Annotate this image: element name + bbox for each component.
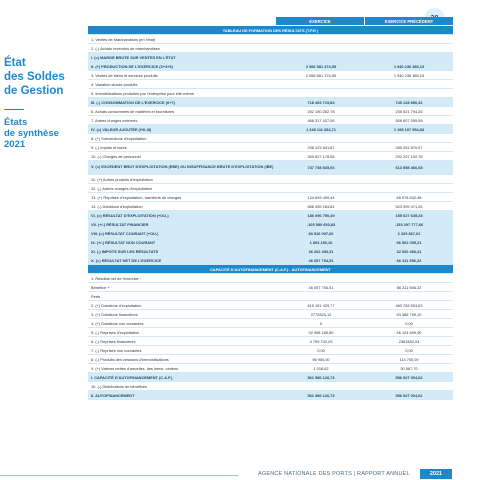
- row-label: 2. (-) Achats revendus de marchandises: [91, 45, 160, 51]
- table-row: [88, 292, 453, 301]
- table-section-header: [88, 26, 453, 35]
- table-row: [88, 202, 453, 211]
- value-exercice-precedent: 30 567,70: [400, 365, 418, 371]
- value-exercice: 619 151 429,77: [307, 302, 335, 308]
- table-row: [88, 247, 453, 256]
- table-row: [88, 184, 453, 193]
- row-label: X. (=) RÉSULTAT NET DE L'EXERCICE: [91, 257, 162, 263]
- row-label: VII. (+/-) RÉSULTAT FINANCIER: [91, 221, 149, 227]
- table-row: [88, 346, 453, 355]
- row-label: 9. (+) Valeurs nettes d'amortiss. des imms. cédées: [91, 365, 179, 371]
- column-header-exercice-precedent: EXERCICE PRÉCÉDENT: [365, 17, 453, 25]
- footer-text: AGENCE NATIONALE DES PORTS | RAPPORT ANNUEL: [258, 471, 410, 477]
- table-row: [88, 152, 453, 161]
- value-exercice: 0: [319, 320, 323, 326]
- row-label: XI. (-) IMPOTS SUR LES RÉSULTATS: [91, 248, 159, 254]
- table-row: [88, 382, 453, 391]
- value-exercice-precedent: -153 297 777,66: [394, 221, 424, 227]
- table-row: [88, 53, 453, 62]
- table-row: [88, 71, 453, 80]
- value-exercice: 252 150 282,78: [307, 108, 335, 114]
- row-label: IV. (=) VALEUR AJOUTÉE (I+II-III): [91, 126, 152, 132]
- table-row: [88, 44, 453, 53]
- row-label: 7. Autres charges externes: [91, 117, 138, 123]
- row-label: 6. Achats consommés de matières et fournitures: [91, 108, 175, 114]
- row-label: 5. (-) Reprises d'exploitation: [91, 329, 140, 335]
- row-label: V. (=) EXCÉDENT BRUT D'EXPLOITATION (EBE) OU INSUFFISANCE BRUTE D'EXPLOITATION (IBE): [91, 165, 274, 170]
- value-exercice: 96 950,00: [312, 356, 330, 362]
- value-exercice-precedent: 32 520 406,41: [396, 248, 422, 254]
- financial-table: [88, 17, 453, 400]
- row-label: 3. Ventes de biens et services produits: [91, 72, 158, 78]
- table-row: [88, 301, 453, 310]
- row-label: I. CAPACITÉ D'AUTOFINANCEMENT (C.A.F.): [91, 374, 173, 380]
- table-row: [88, 328, 453, 337]
- value-exercice-precedent: 46 124 699,90: [396, 329, 422, 335]
- value-exercice: 561 586 126,73: [307, 374, 335, 380]
- value-exercice-precedent: 1 940 236 385,15: [393, 63, 425, 69]
- value-exercice-precedent: 96 502 095,21: [396, 239, 422, 245]
- value-exercice: 46 057 754,51: [308, 257, 334, 263]
- row-label: VI. (=) RÉSULTAT D'EXPLOITATION (+OU-): [91, 212, 169, 218]
- value-exercice-precedent: 508 607 055,06: [395, 117, 423, 123]
- value-exercice-precedent: 0,00: [405, 320, 413, 326]
- footer: [0, 471, 480, 480]
- row-label: 8. (+) Subventions d'exploitation: [91, 135, 147, 141]
- value-exercice-precedent: 155 627 645,28: [395, 212, 423, 218]
- table-row: [88, 80, 453, 89]
- row-label: CAPACITÉ D'AUTOFINANCEMENT (C.A.F.) - AUTOFINANCEMENT: [210, 266, 331, 272]
- value-exercice: 0,00: [317, 347, 325, 353]
- value-exercice-precedent: 114 700,00: [399, 356, 419, 362]
- value-exercice-precedent: 53 386 759,10: [396, 311, 422, 317]
- section-title: [4, 56, 65, 98]
- row-label: 4. Variation stocks produits: [91, 81, 138, 87]
- table-row: [88, 161, 453, 175]
- sidebar-divider: [4, 109, 24, 110]
- value-exercice: 92 498 165,80: [308, 329, 334, 335]
- value-exercice-precedent: 292 297 192,78: [395, 153, 423, 159]
- table-row: [88, 35, 453, 44]
- table-row: [88, 116, 453, 125]
- value-exercice-precedent: 66 311 556,22: [396, 284, 422, 290]
- value-exercice-precedent: 1 195 107 554,83: [393, 126, 425, 132]
- value-exercice: 1 016,62: [313, 365, 329, 371]
- row-label: 4. (+) Dotations non courantes: [91, 320, 144, 326]
- value-exercice: 747 758 535,06: [307, 165, 335, 170]
- table-row: [88, 220, 453, 229]
- row-label: III. (-) CONSOMMATION DE L'EXERCICE (6+7): [91, 99, 175, 105]
- table-row: [88, 175, 453, 184]
- table-header: [88, 17, 453, 25]
- table-row: [88, 337, 453, 346]
- table-row: [88, 310, 453, 319]
- row-label: Bénéfice +: [91, 284, 110, 290]
- table-row: [88, 274, 453, 283]
- row-label: Perte -: [91, 293, 103, 299]
- row-label: 6. (-) Reprises financières: [91, 338, 136, 344]
- value-exercice-precedent: 2 329 867,62: [397, 230, 421, 236]
- value-exercice-precedent: 289 251 870,97: [395, 144, 423, 150]
- footer-rule: [0, 475, 238, 476]
- row-label: TABLEAU DE FORMATION DES RÉSULTATS (T.F.R ): [222, 27, 319, 33]
- value-exercice-precedent: 556 927 004,62: [395, 392, 423, 398]
- value-exercice-precedent: 0,00: [405, 347, 413, 353]
- section-subtitle-line: de synthèse: [4, 128, 59, 139]
- table-row: [88, 211, 453, 220]
- value-exercice: 1 348 111 654,71: [306, 126, 336, 132]
- table-row: [88, 256, 453, 265]
- table-row: [88, 89, 453, 98]
- value-exercice: 466 317 437,06: [307, 117, 335, 123]
- row-label: 12. (-) Autres charges d'exploitation: [91, 185, 153, 191]
- value-exercice: 36 262 493,31: [308, 248, 334, 254]
- section-subtitle: [4, 117, 59, 150]
- section-title-line: des Soldes: [4, 71, 65, 83]
- row-label: 8. (-) Produits des cessions d'immobilisations: [91, 356, 169, 362]
- row-label: 14. (-) Dotations d'exploitation: [91, 203, 143, 209]
- table-row: [88, 391, 453, 400]
- value-exercice-precedent: 236 521 794,26: [395, 108, 423, 114]
- value-exercice: 298 123 941,87: [307, 144, 335, 150]
- section-subtitle-line: 2021: [4, 139, 26, 150]
- row-label: II. (+) PRODUCTION DE L'EXERCICE (3+4+5): [91, 63, 173, 69]
- row-label: II. AUTOFINANCEMENT: [91, 392, 135, 398]
- row-label: 9. (-) Impôts et taxes: [91, 144, 127, 150]
- row-label: VIII. (=) RÉSULTAT COURANT (+OU-): [91, 230, 159, 236]
- row-label: 5. Immobilisations produites par l'entreprise pour elle-même: [91, 90, 195, 96]
- value-exercice-precedent: 483 783 503,63: [395, 302, 423, 308]
- table-row: [88, 125, 453, 134]
- table-row: [88, 193, 453, 202]
- table-row: [88, 107, 453, 116]
- footer-year: 2021: [420, 469, 452, 479]
- row-label: 10. (-) Charges de personnel: [91, 153, 141, 159]
- value-exercice: 309 827 178,58: [307, 153, 335, 159]
- row-label: 7. (-) Reprises non courantes: [91, 347, 142, 353]
- value-exercice: 186 096 750,49: [307, 212, 335, 218]
- row-label: 10. (-) Distributions de bénéfices: [91, 383, 148, 389]
- value-exercice-precedent: 745 128 856,32: [395, 99, 423, 105]
- value-exercice: 561 586 126,73: [307, 392, 335, 398]
- value-exercice: 46 057 754,51: [308, 284, 334, 290]
- row-label: I. (=) MARGE BRUTE SUR VENTES EN L'ÉTAT: [91, 54, 176, 60]
- row-label: 13. (+) Reprises d'exploitation, transferts de charges: [91, 194, 182, 200]
- row-label: 11. (+) Autres produits d'exploitation: [91, 176, 153, 182]
- value-exercice: 2 066 581 374,55: [305, 72, 337, 78]
- value-exercice: 124 693 499,44: [307, 194, 335, 200]
- table-row: [88, 134, 453, 143]
- value-exercice-precedent: 1 940 236 385,15: [393, 72, 425, 78]
- row-label: 3. (+) Dotations financières: [91, 311, 138, 317]
- table-row: [88, 319, 453, 328]
- value-exercice: 4 799 742,29: [309, 338, 333, 344]
- value-exercice-precedent: 66 311 556,22: [396, 257, 422, 263]
- value-exercice: 666 355 284,81: [307, 203, 335, 209]
- section-title-line: État: [4, 57, 26, 69]
- value-exercice: 1 804 150,16: [309, 239, 333, 245]
- value-exercice-precedent: 556 927 004,62: [395, 374, 423, 380]
- table-row: [88, 229, 453, 238]
- row-label: IX. (+/-) RÉSULTAT NON COURANT: [91, 239, 156, 245]
- table-row: [88, 62, 453, 71]
- value-exercice: -105 580 653,83: [306, 221, 336, 227]
- table-body: [88, 26, 453, 400]
- value-exercice: 2 066 581 374,55: [305, 63, 337, 69]
- table-row: [88, 238, 453, 247]
- column-header-exercice: EXERCICE: [276, 17, 364, 25]
- value-exercice-precedent: 2363482,03: [398, 338, 420, 344]
- row-label: 1. Résultat net de l'exercice :: [91, 275, 141, 281]
- table-row: [88, 364, 453, 373]
- value-exercice-precedent: 523 909 471,26: [395, 203, 423, 209]
- table-row: [88, 98, 453, 107]
- row-label: 2. (+) Dotations d'exploitation: [91, 302, 142, 308]
- section-subtitle-line: États: [4, 117, 28, 128]
- table-row: [88, 355, 453, 364]
- value-exercice: 80 516 097,66: [308, 230, 334, 236]
- table-section-header: [88, 265, 453, 274]
- value-exercice-precedent: 65 978 632,48: [396, 194, 422, 200]
- row-label: 1. Ventes de Marchandises (en l'état): [91, 36, 156, 42]
- section-title-line: de Gestion: [4, 85, 64, 97]
- table-row: [88, 373, 453, 382]
- value-exercice: 718 469 719,84: [307, 99, 335, 105]
- value-exercice-precedent: 613 558 466,08: [395, 165, 423, 170]
- table-row: [88, 283, 453, 292]
- table-row: [88, 143, 453, 152]
- value-exercice: 2775325,12: [310, 311, 332, 317]
